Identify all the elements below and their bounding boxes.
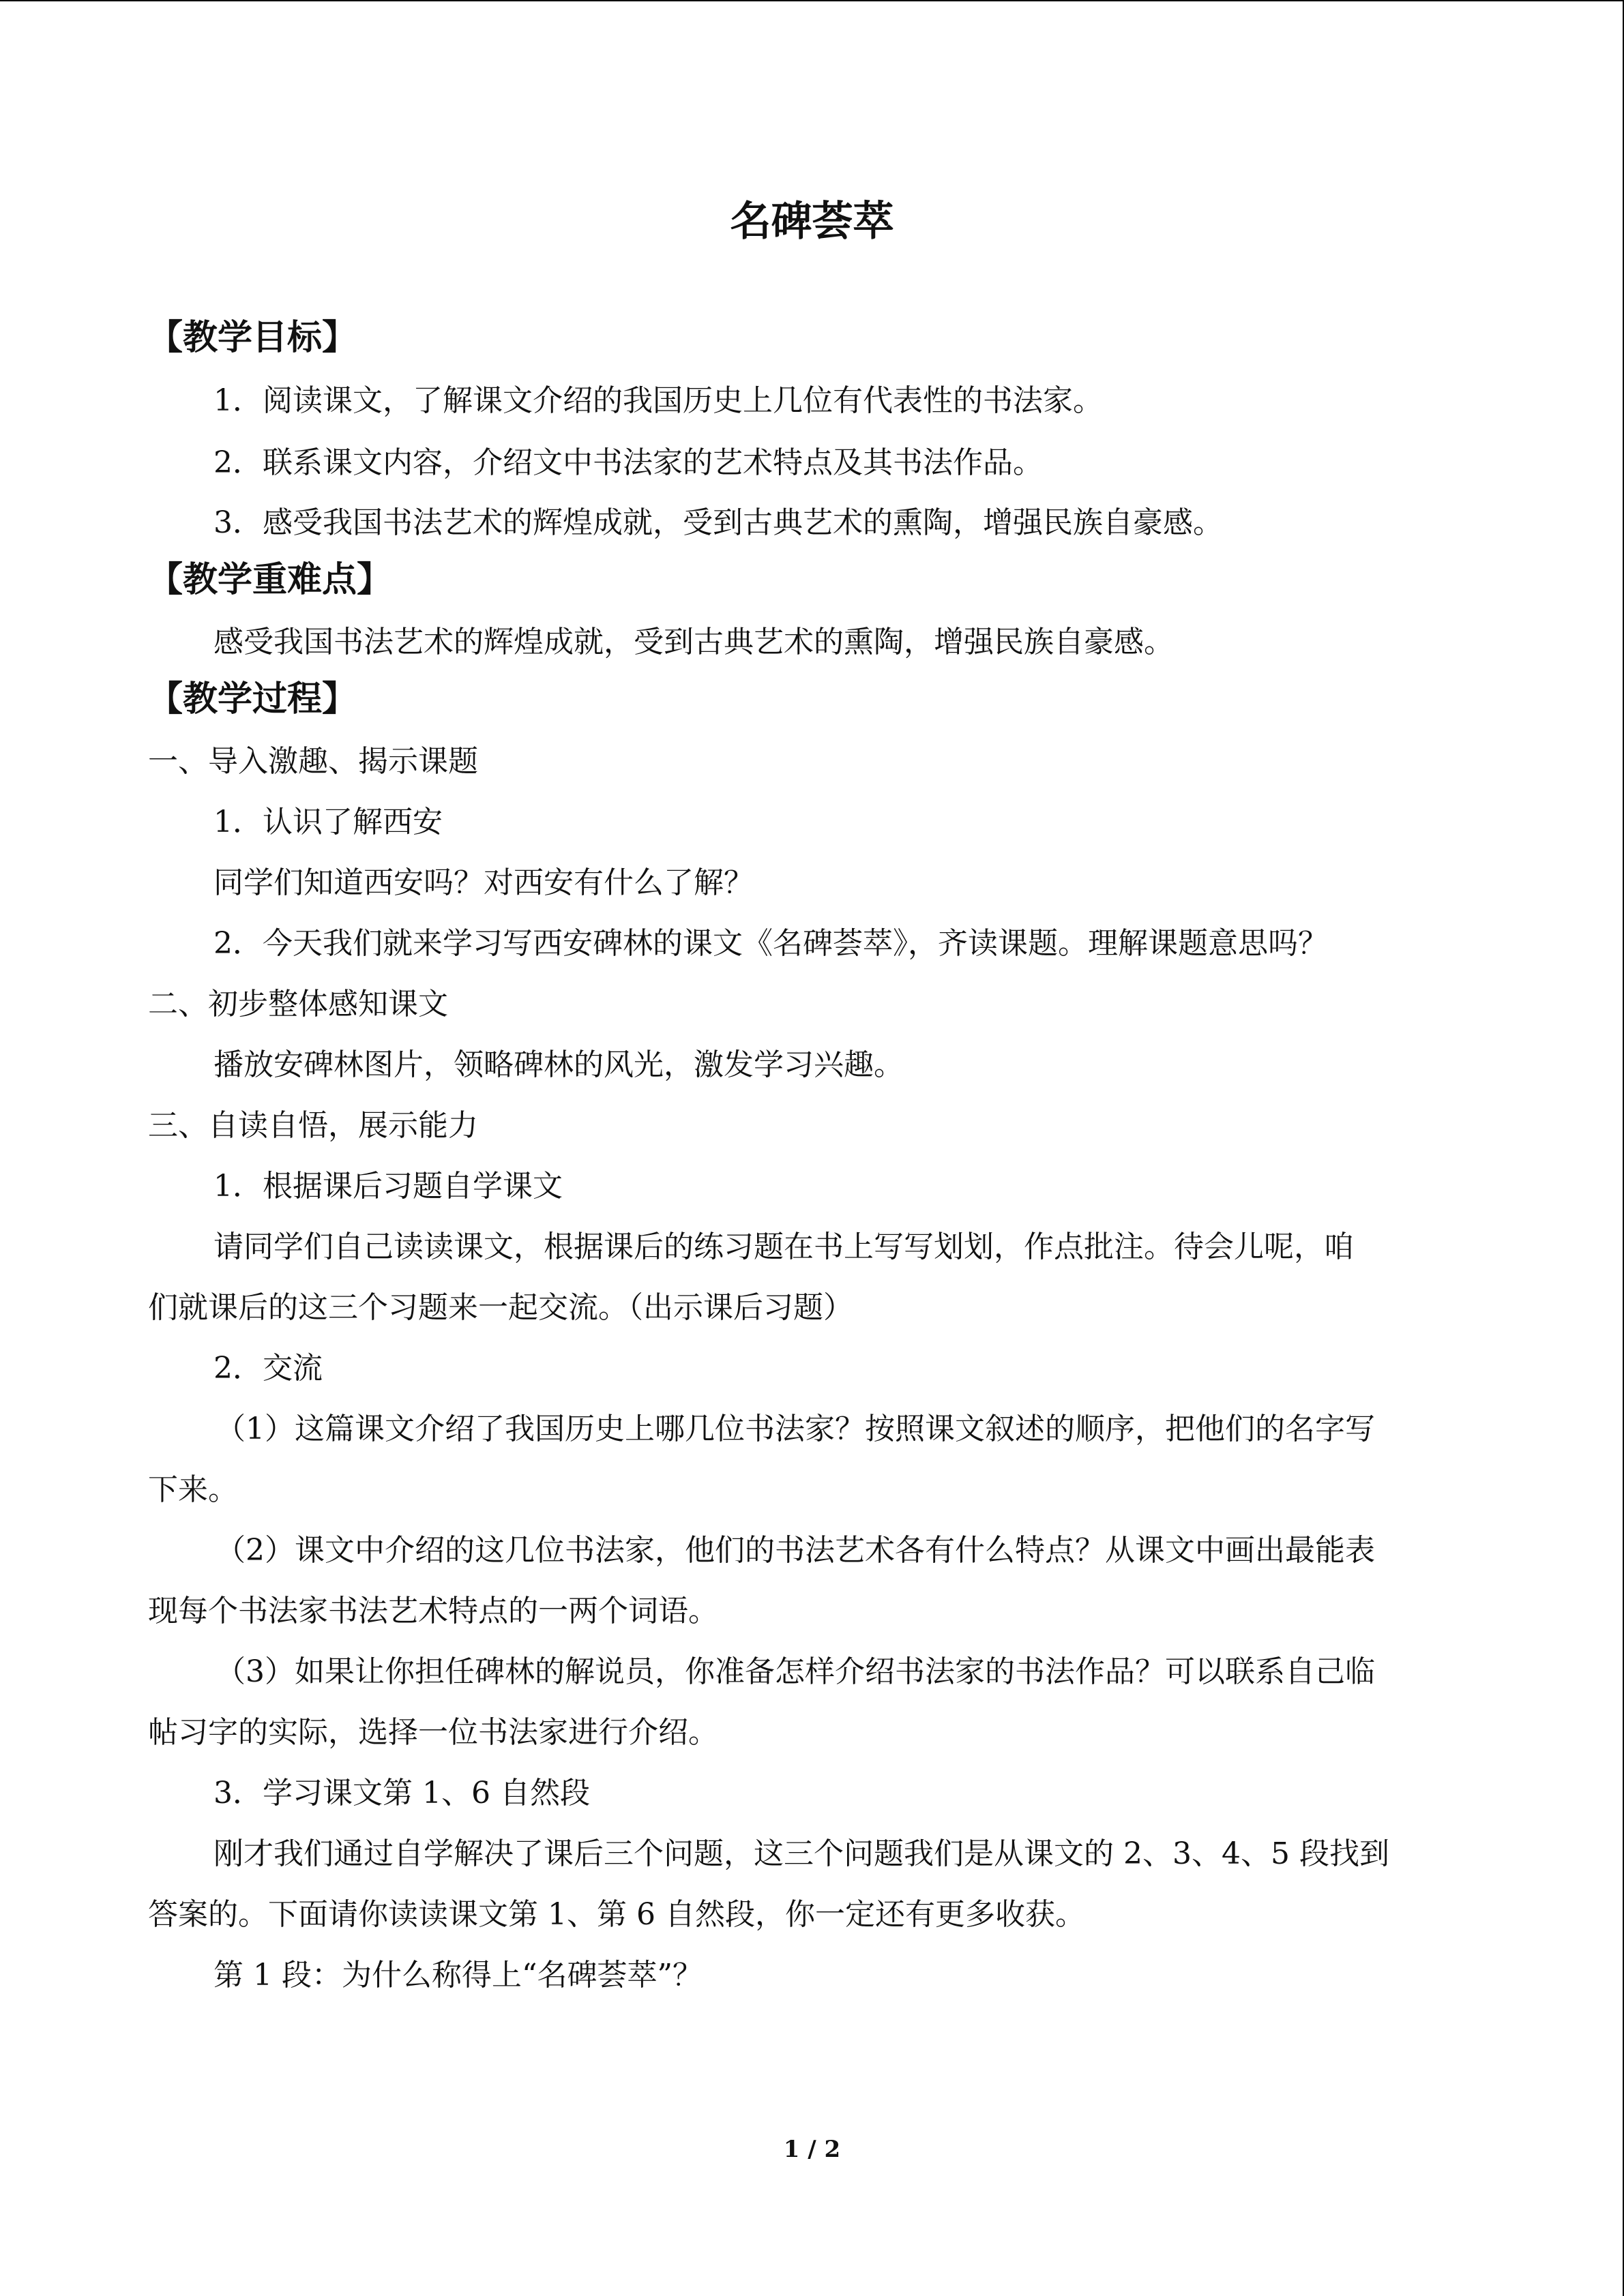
process-line: 请同学们自己读读课文，根据课后的练习题在书上写写划划，作点批注。待会儿呢，咱 — [213, 1229, 1354, 1264]
section-heading-key-points: 【教学重难点】 — [148, 559, 392, 600]
process-line: 三、自读自悟，展示能力 — [148, 1108, 478, 1143]
process-line: 二、初步整体感知课文 — [148, 987, 448, 1022]
key-points-text: 感受我国书法艺术的辉煌成就，受到古典艺术的熏陶，增强民族自豪感。 — [213, 625, 1174, 659]
process-line: 刚才我们通过自学解决了课后三个问题，这三个问题我们是从课文的 2、3、4、5 段找到 — [213, 1836, 1389, 1871]
goal-item-1: 1．阅读课文，了解课文介绍的我国历史上几位有代表性的书法家。 — [213, 383, 1103, 418]
process-line: 同学们知道西安吗？对西安有什么了解？ — [213, 865, 754, 900]
process-line: 1．认识了解西安 — [213, 805, 443, 839]
page-number: 1 / 2 — [783, 2136, 841, 2163]
process-line: 们就课后的这三个习题来一起交流。（出示课后习题） — [148, 1290, 853, 1325]
process-line: 答案的。下面请你读读课文第 1、第 6 自然段，你一定还有更多收获。 — [148, 1897, 1085, 1932]
process-line: 一、导入激趣、揭示课题 — [148, 744, 478, 779]
process-line: 2．今天我们就来学习写西安碑林的课文《名碑荟萃》，齐读课题。理解课题意思吗？ — [213, 926, 1328, 961]
goal-item-2: 2．联系课文内容，介绍文中书法家的艺术特点及其书法作品。 — [213, 445, 1043, 480]
process-line: （3）如果让你担任碑林的解说员，你准备怎样介绍书法家的书法作品？可以联系自己临 — [216, 1654, 1375, 1689]
process-line: 第 1 段：为什么称得上“名碑荟萃”？ — [213, 1958, 703, 1993]
process-line: 下来。 — [148, 1472, 238, 1507]
section-heading-process: 【教学过程】 — [148, 679, 357, 719]
process-line: 2．交流 — [213, 1351, 323, 1386]
process-line: 1．根据课后习题自学课文 — [213, 1169, 563, 1204]
process-line: 3．学习课文第 1、6 自然段 — [213, 1776, 590, 1810]
process-line: 帖习字的实际，选择一位书法家进行介绍。 — [148, 1715, 718, 1750]
process-line: 现每个书法家书法艺术特点的一两个词语。 — [148, 1594, 718, 1628]
process-line: （2）课文中介绍的这几位书法家，他们的书法艺术各有什么特点？从课文中画出最能表 — [216, 1533, 1375, 1568]
document-title: 名碑荟萃 — [730, 198, 894, 245]
process-line: （1）这篇课文介绍了我国历史上哪几位书法家？按照课文叙述的顺序，把他们的名字写 — [216, 1412, 1375, 1446]
section-heading-goals: 【教学目标】 — [148, 317, 357, 358]
process-line: 播放安碑林图片，领略碑林的风光，激发学习兴趣。 — [213, 1047, 904, 1082]
goal-item-3: 3．感受我国书法艺术的辉煌成就，受到古典艺术的熏陶，增强民族自豪感。 — [213, 505, 1223, 540]
